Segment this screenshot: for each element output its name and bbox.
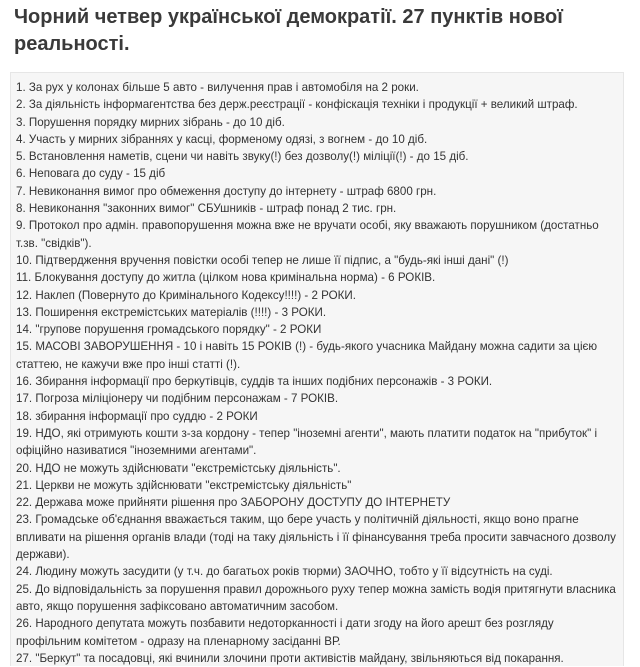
list-item: 22. Держава може прийняти рішення про ЗАБОРОНУ ДОСТУПУ ДО ІНТЕРНЕТУ — [16, 496, 451, 510]
list-item: 21. Церкви не можуть здійснювати "екстремістську діяльність" — [16, 478, 352, 492]
list-item: 19. НДО, які отримують кошти з-за кордону - тепер "іноземні агенти", мають платити податок на "прибуток" і офіційно називатися "іноземними агентами". — [16, 426, 601, 458]
list-item: 16. Збирання інформації про беркутівців, суддів та інших подібних персонажів - 3 РОКИ. — [16, 375, 493, 389]
list-item: 7. Невиконання вимог про обмеження доступу до інтернету - штраф 6800 грн. — [16, 184, 437, 198]
list-item: 11. Блокування доступу до житла (цілком нова кримінальна норма) - 6 РОКІВ. — [16, 271, 436, 285]
article-body — [10, 72, 624, 666]
list-item: 2. За діяльність інформагентства без держ.реєстрації - конфіскація техніки і продукції + великий штраф. — [16, 98, 578, 112]
list-item: 3. Порушення порядку мирних зібрань - до 10 діб. — [16, 115, 285, 129]
list-item: 27. "Беркут" та посадовці, які вчинили злочини проти активістів майдану, звільняються від покарання. — [16, 651, 564, 665]
list-item: 17. Погроза міліціонеру чи подібним персонажам - 7 РОКІВ. — [16, 392, 339, 406]
list-item: 5. Встановлення наметів, сцени чи навіть звуку(!) без дозволу(!) міліції(!) - до 15 діб. — [16, 150, 469, 164]
list-item: 13. Поширення екстремістських матеріалів (!!!!) - 3 РОКИ. — [16, 305, 327, 319]
list-item: 26. Народного депутата можуть позбавити недоторканності і дати згоду на його арешт без розгляду профільним комітетом - одразу на пленарному засіданні ВР. — [16, 617, 557, 648]
list-item: 4. Участь у мирних зібраннях у касці, форменому одязі, з вогнем - до 10 діб. — [16, 132, 428, 146]
list-item: 24. Людину можуть засудити (у т.ч. до багатьох років тюрми) ЗАОЧНО, тобто у її відсутність на суді. — [16, 565, 553, 579]
list-item: 6. Неповага до суду - 15 діб — [16, 167, 166, 181]
list-item: 8. Невиконання "законних вимог" СБУшників - штраф понад 2 тис. грн. — [16, 202, 397, 216]
list-item: 18. збирання інформації про суддю - 2 РОКИ — [16, 409, 258, 423]
list-item: 23. Громадське об'єднання вважається таким, що бере участь у політичній діяльності, якщо воно прагне впливати на рішення органів влади (тоді на таку діяльність і її фінансування треба просити завчасного дозволу держави). — [16, 513, 620, 562]
list-item: 20. НДО не можуть здійснювати "екстремістську діяльність". — [16, 461, 341, 475]
law-points-list — [16, 79, 623, 667]
list-item: 1. За рух у колонах більше 5 авто - вилучення прав і автомобіля на 2 роки. — [16, 81, 419, 94]
list-item: 12. Наклеп (Повернуто до Кримінального Кодексу!!!!) - 2 РОКИ. — [16, 288, 356, 302]
list-item: 14. "групове порушення громадського порядку" - 2 РОКИ — [16, 323, 322, 337]
list-item: 10. Підтвердження вручення повістки особі тепер не лише її підпис, а "будь-які інші дані" (!) — [16, 253, 509, 267]
list-item: 9. Протокол про адмін. правопорушення можна вже не вручати особі, яку вважають порушником (достатньо т.зв. "свідків"). — [16, 219, 602, 250]
article-title: Чорний четвер української демократії. 27 пунктів нової реальності. — [14, 6, 563, 55]
list-item: 15. МАСОВІ ЗАВОРУШЕННЯ - 10 і навіть 15 РОКІВ (!) - будь-якого учасника Майдану можна садити за цією статтею, не кажучи вже про інші статті (!). — [16, 340, 601, 371]
list-item: 25. До відповідальність за порушення правил дорожнього руху тепер можна замість водія притягнути власника авто, якщо порушення зафіксовано автоматичним засобом. — [16, 582, 620, 613]
